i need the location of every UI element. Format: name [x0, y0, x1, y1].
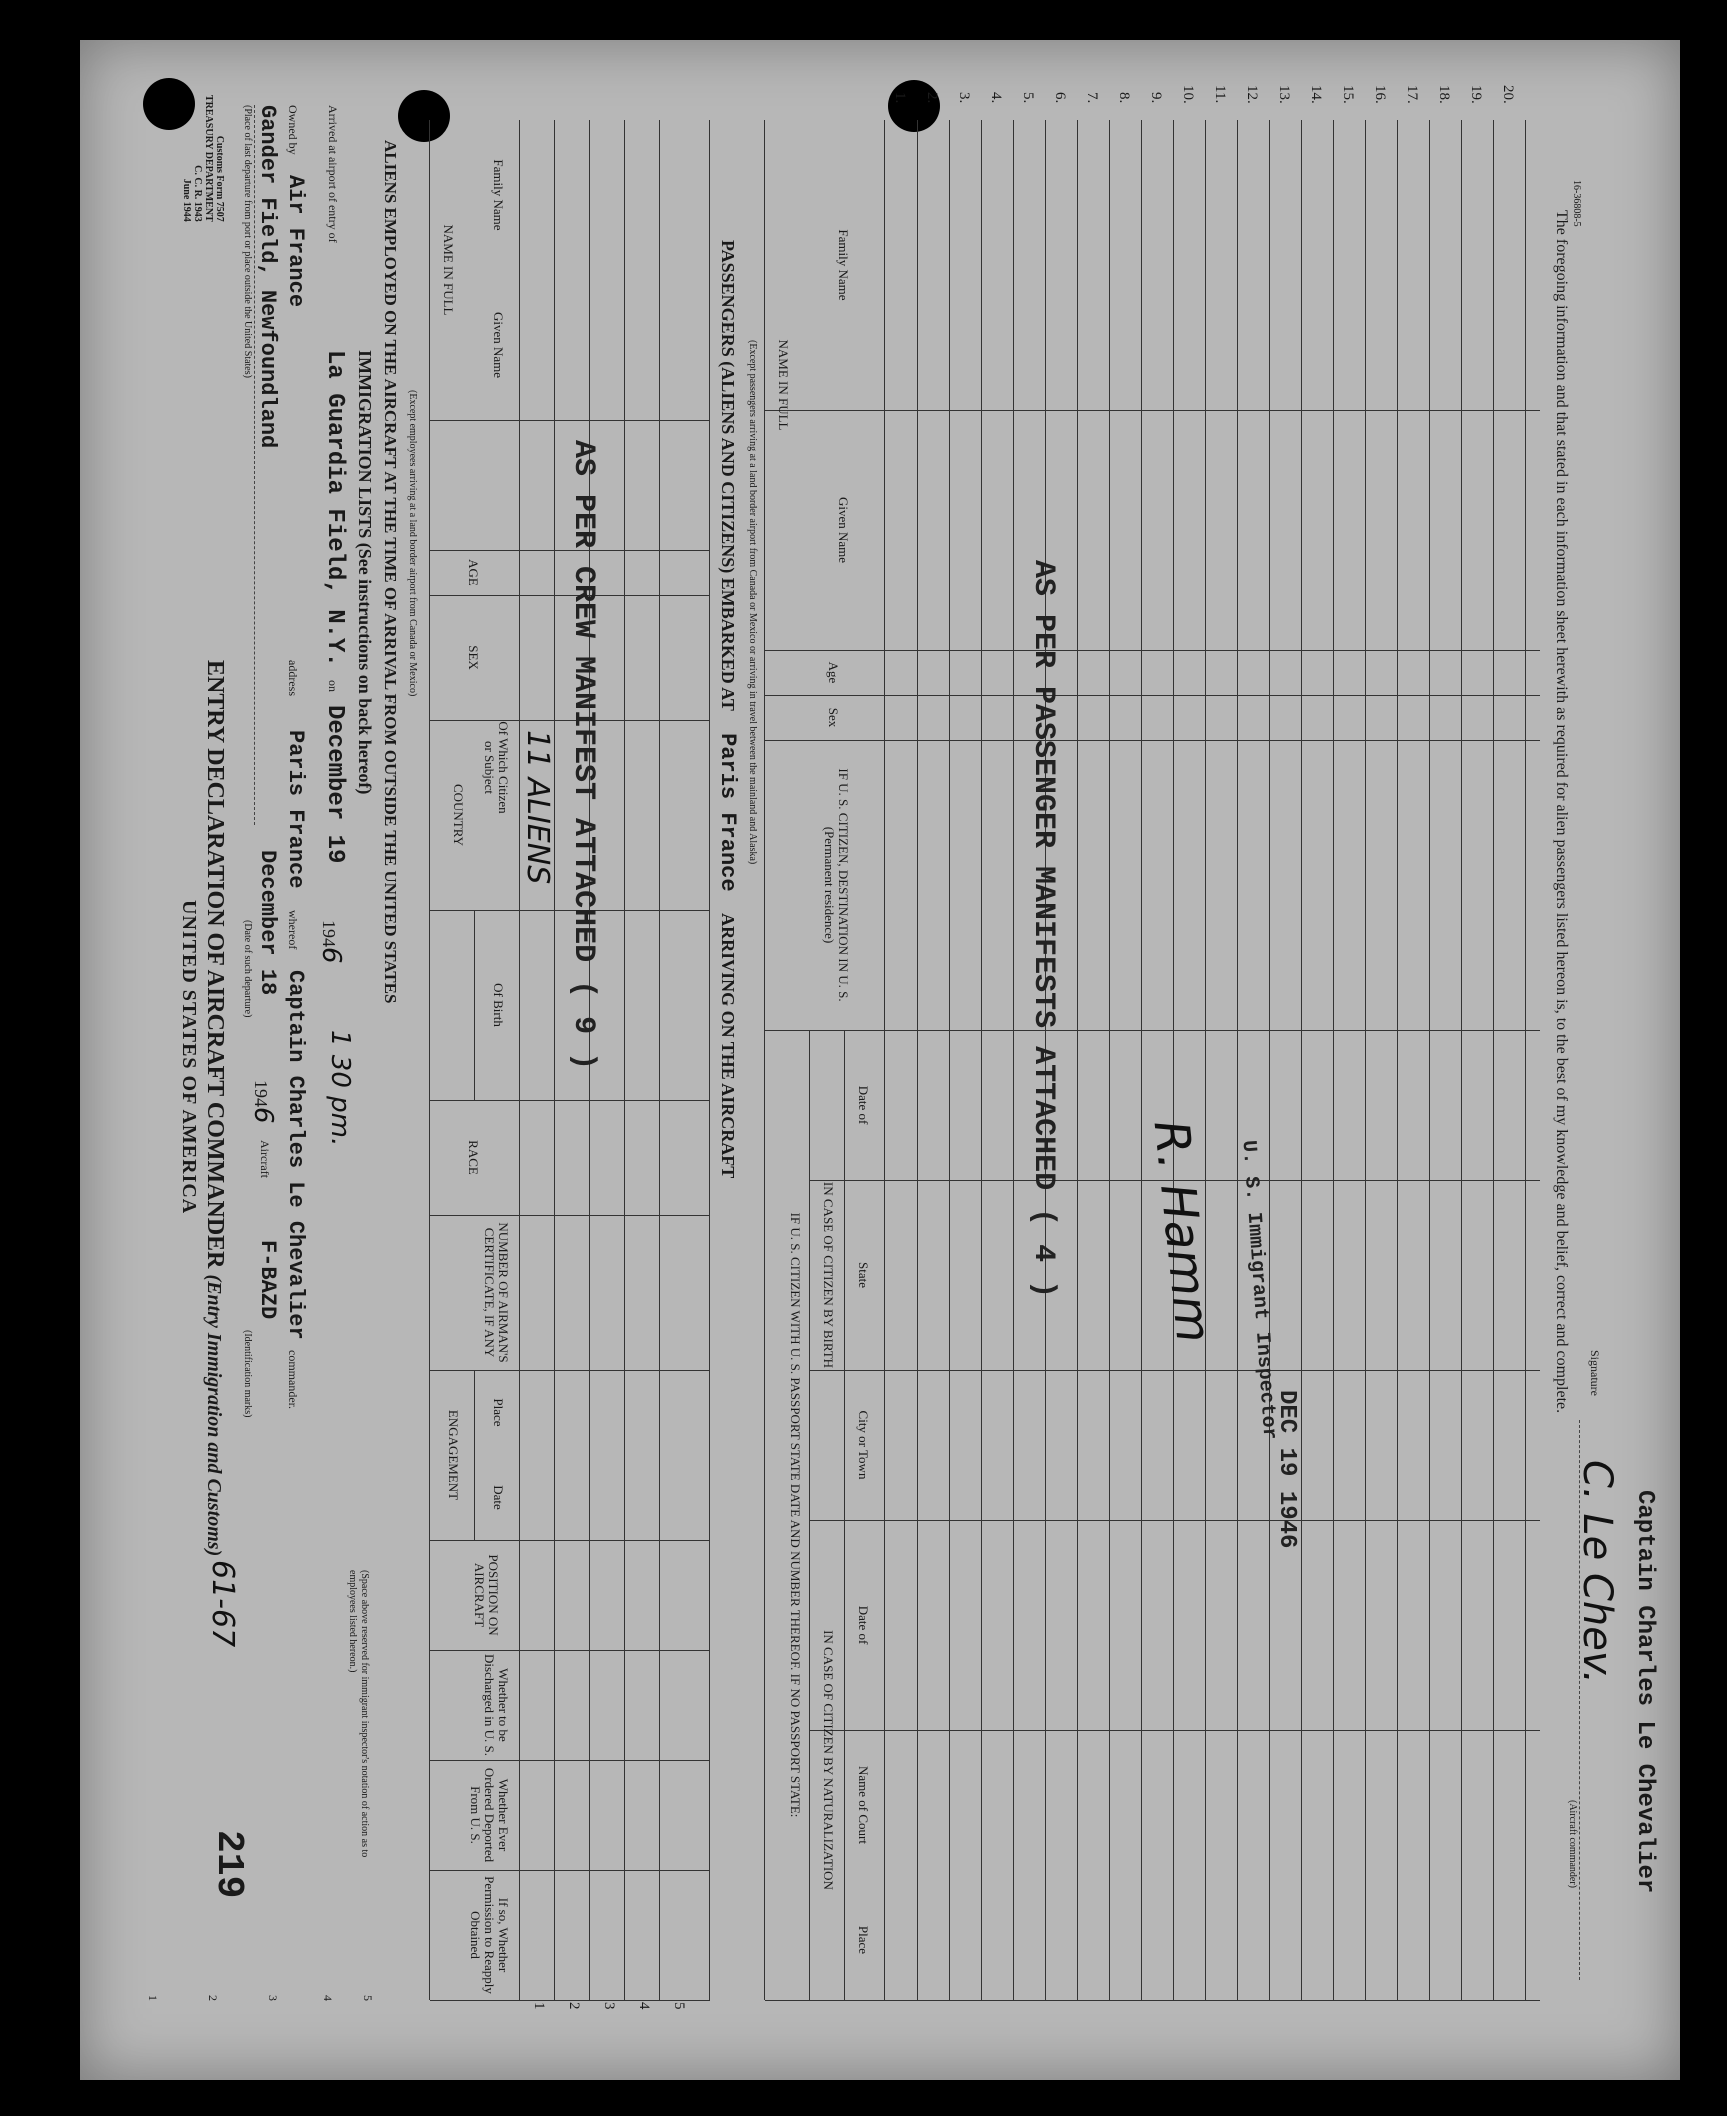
col-age: AGE	[466, 559, 481, 586]
aircraft-id: F-BAZD	[255, 1240, 280, 1320]
form-number: 219	[207, 1830, 250, 1899]
margin-number: 5	[361, 1995, 375, 2001]
underline	[254, 105, 255, 825]
aircraft-label: Aircraft	[258, 1140, 272, 1178]
margin-number: 2	[206, 1995, 220, 2001]
col-place: Place	[491, 1398, 506, 1427]
passenger-row-number: 4.	[988, 92, 1004, 104]
crew-manifest-stamp: AS PER CREW MANIFEST ATTACHED ( 9 )	[566, 440, 600, 1071]
address-label: address	[286, 660, 300, 696]
pcol-state: State	[856, 1262, 871, 1288]
arrival-label: Arrived at airport of entry of	[326, 105, 340, 243]
crew-note: (Except employees arriving at a land border airport from Canada or Mexico)	[407, 390, 418, 697]
col-permission: If so, Whether Permission to Reapply Obtained	[468, 1876, 511, 1994]
col-race: RACE	[466, 1140, 481, 1175]
col-discharged: Whether to be Discharged in U. S.	[482, 1654, 511, 1756]
passenger-row-number: 3.	[956, 92, 972, 104]
passenger-row-number: 9.	[1148, 92, 1164, 104]
owner-address: Paris France	[283, 730, 308, 889]
passengers-note: (Except passengers arriving at a land border airport from Canada or Mexico or arriving in travel between the mainland and Alaska)	[747, 340, 758, 865]
country-heading: UNITED STATES OF AMERICA	[178, 900, 200, 1215]
passenger-row-number: 15.	[1340, 85, 1356, 104]
passenger-row-number: 20.	[1500, 85, 1516, 104]
crew-row-number: 5	[671, 2002, 687, 2010]
col-family-name: Family Name	[491, 159, 506, 231]
crew-row-number: 4	[636, 2002, 652, 2010]
crew-row-number: 2	[566, 2002, 582, 2010]
crew-row-number: 3	[601, 2002, 617, 2010]
col-sex: SEX	[466, 645, 481, 670]
col-citizen: Of Which Citizen or Subject	[482, 721, 511, 814]
col-birth: Of Birth	[491, 983, 506, 1027]
arrival-year: 1946	[316, 920, 346, 964]
pcol-passport: IF U. S. CITIZEN WITH U. S. PASSPORT STATE DATE AND NUMBER THEREOF. IF NO PASSPORT STATE:	[788, 1212, 803, 1818]
passenger-row-number: 14.	[1308, 85, 1324, 104]
departure-place: Gander Field, Newfoundland	[255, 105, 280, 449]
pcol-given-name: Given Name	[836, 496, 851, 564]
crew-heading: IMMIGRATION LISTS (See instructions on back hereof)	[355, 350, 375, 795]
pcol-place: Place	[856, 1925, 871, 1955]
col-engagement: ENGAGEMENT	[446, 1409, 461, 1501]
passenger-row-number: 7.	[1084, 92, 1100, 104]
departure-place-caption: (Place of last departure from port or place outside the United States)	[242, 105, 253, 378]
passenger-row-number: 2.	[924, 92, 940, 104]
punch-hole	[888, 80, 940, 132]
signature-label: Signature	[1588, 1350, 1602, 1396]
pcol-date-of-birth: Date of	[856, 1085, 871, 1125]
passenger-row-number: 10.	[1180, 85, 1196, 104]
whereof-label: whereof	[286, 910, 300, 950]
aircraft-caption: (Identification marks)	[242, 1330, 253, 1418]
owner-name: Air France	[283, 175, 308, 308]
margin-number: 1	[146, 1995, 160, 2001]
passenger-manifest-stamp: AS PER PASSENGER MANIFESTS ATTACHED ( 4 )	[1026, 560, 1060, 1299]
col-date: Date	[491, 1485, 506, 1510]
pcol-destination: IF U. S. CITIZEN, DESTINATION IN U. S. (Permanent residence)	[822, 768, 851, 1002]
crew-row-number: 1	[531, 2002, 547, 2010]
crew-subheading: ALIENS EMPLOYED ON THE AIRCRAFT AT THE TIME OF ARRIVAL FROM OUTSIDE THE UNITED STATES	[381, 140, 400, 1004]
passengers-heading: PASSENGERS (ALIENS AND CITIZENS) EMBARKED AT Paris France ARRIVING ON THE AIRCRAFT	[715, 240, 740, 1179]
pcol-date-of-naturalization: Date of	[856, 1605, 871, 1645]
arrival-airport: La Guardia Field, N.Y.	[321, 350, 348, 667]
commander-caption: (Aircraft commander)	[1567, 1800, 1578, 1889]
col-country: COUNTRY	[451, 783, 466, 847]
entry-declaration-form	[80, 40, 1680, 2080]
inspection-date-stamp: DEC 19 1946	[1273, 1390, 1300, 1549]
pcol-sex: Sex	[826, 707, 841, 728]
col-name-in-full: NAME IN FULL	[441, 224, 456, 316]
print-code: 16-36808-5	[1571, 180, 1582, 227]
col-deported: Whether Ever Ordered Deported From U. S.	[468, 1767, 511, 1863]
pcol-city: City or Town	[856, 1410, 871, 1480]
passenger-row-number: 5.	[1020, 92, 1036, 104]
departure-date-caption: (Date of such departure)	[242, 920, 253, 1018]
pcol-by-birth: IN CASE OF CITIZEN BY BIRTH	[821, 1181, 836, 1369]
form-title: ENTRY DECLARATION OF AIRCRAFT COMMANDER (Entry Immigration and Customs)	[202, 660, 228, 1557]
passenger-row-number: 17.	[1404, 85, 1420, 104]
passenger-row-number: 13.	[1276, 85, 1292, 104]
passenger-row-number: 11.	[1212, 85, 1228, 104]
departure-year: 1946	[248, 1080, 278, 1124]
inspector-title-stamp: U. S. Immigrant Inspector	[1236, 1139, 1281, 1441]
signature-line	[1579, 1420, 1580, 1980]
pcol-by-naturalization: IN CASE OF CITIZEN BY NATURALIZATION	[821, 1630, 836, 1890]
form-corner-id: Customs Form 7507 TREASURY DEPARTMENT C. C. R. 1943 June 1944	[181, 95, 225, 222]
passenger-row-number: 8.	[1116, 92, 1132, 104]
col-position: POSITION ON AIRCRAFT	[472, 1554, 501, 1636]
pcol-name-in-full: NAME IN FULL	[776, 339, 791, 431]
pcol-family-name: Family Name	[836, 229, 851, 301]
owned-by-label: Owned by	[286, 105, 300, 155]
margin-number: 3	[266, 1995, 280, 2001]
col-certificate: NUMBER OF AIRMAN'S CERTIFICATE, IF ANY	[482, 1222, 511, 1363]
passenger-row-number: 19.	[1468, 85, 1484, 104]
commander-signature: C. Le Chev.	[1574, 1460, 1620, 1684]
commander-suffix: commander.	[286, 1350, 300, 1409]
handwritten-code: 61-67	[205, 1560, 240, 1648]
document-page	[80, 40, 1680, 2080]
margin-number: 4	[321, 1995, 335, 2001]
arrival-on-label: on	[326, 680, 340, 692]
passenger-row-number: 6.	[1052, 92, 1068, 104]
typed-commander-name: Captain Charles Le Chevalier	[1631, 1490, 1658, 1894]
certification-statement: The foregoing information and that stated in each information sheet herewith as required for alien passengers listed hereon is, to the best of my knowledge and belief, correct and complete.	[1553, 210, 1570, 1414]
passenger-row-number: 18.	[1436, 85, 1452, 104]
passenger-row-number: 12.	[1244, 85, 1260, 104]
passenger-row-number: 16.	[1372, 85, 1388, 104]
arrival-date: December 19	[321, 705, 348, 864]
crew-handwritten-note: 11 ALIENS	[520, 730, 555, 885]
inspector-signature: R. Hamm	[1142, 1117, 1222, 1346]
departure-date: December 18	[255, 850, 280, 996]
commander-name: Captain Charles Le Chevalier	[283, 970, 308, 1340]
pcol-age: Age	[826, 661, 841, 684]
passenger-row-number: 1.	[892, 92, 908, 104]
inspector-space-note: (Space above reserved for immigrant inspector's notation of action as to employees listed hereon.)	[347, 1570, 370, 1858]
pcol-court: Name of Court	[856, 1766, 871, 1844]
arrival-time-note: 1 30 pm.	[325, 1030, 355, 1147]
col-given-name: Given Name	[491, 311, 506, 379]
